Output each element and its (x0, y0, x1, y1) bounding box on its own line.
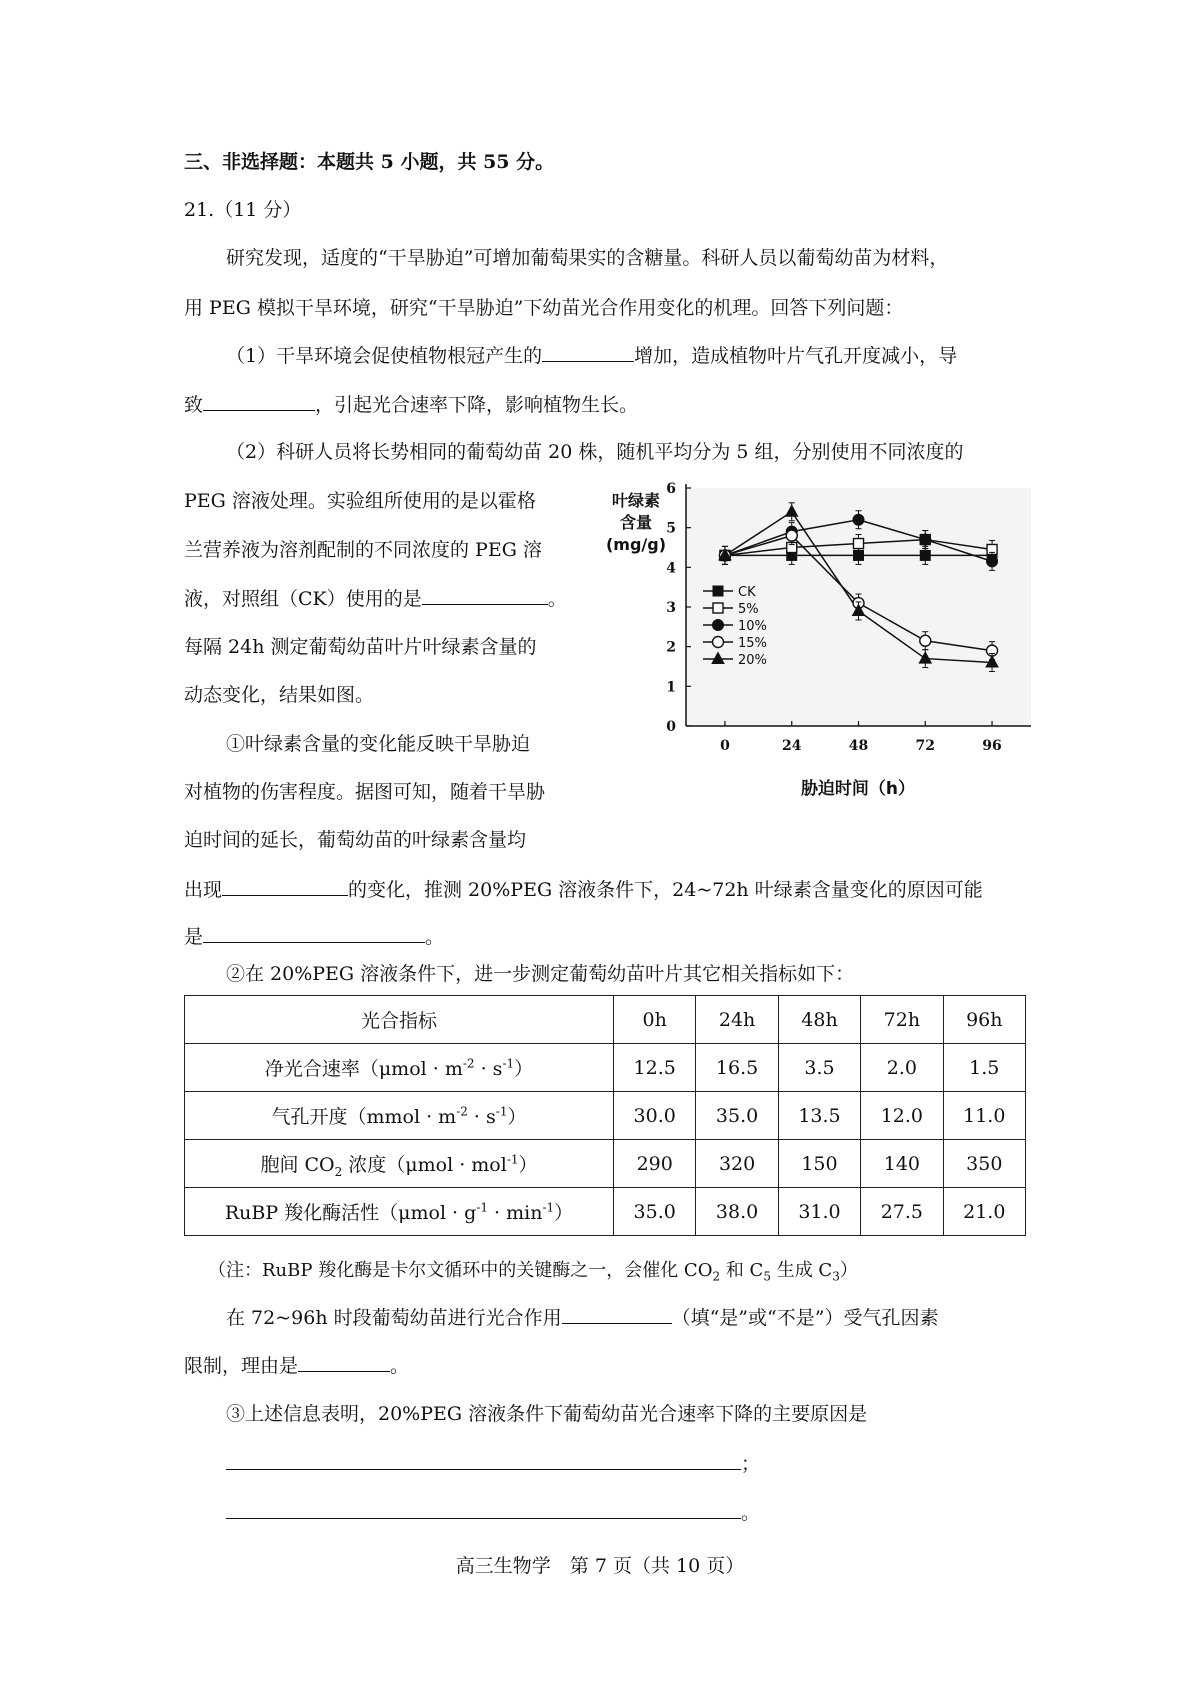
part2-line-1: （2）科研人员将长势相同的葡萄幼苗 20 株，随机平均分为 5 组，分别使用不同浓度的 (226, 441, 964, 463)
data-point (853, 514, 864, 525)
data-point (920, 635, 931, 646)
question-number: 21.（11 分） (184, 199, 302, 221)
table-cell: 150 (778, 1140, 860, 1188)
sub1-text-4a: 出现 (184, 879, 223, 901)
sub2-text-1a: 在 72~96h 时段葡萄幼苗进行光合作用 (226, 1307, 562, 1329)
x-tick-label: 72 (915, 738, 936, 754)
sub1-line-1: ①叶绿素含量的变化能反映干旱胁迫 (226, 733, 531, 755)
sub3-line-1: ③上述信息表明，20%PEG 溶液条件下葡萄幼苗光合速率下降的主要原因是 (226, 1403, 868, 1425)
table-cell: 290 (614, 1140, 696, 1188)
answer-blank-8[interactable] (226, 1449, 741, 1470)
sub3-line-2 (226, 1449, 760, 1478)
table-cell: 30.0 (614, 1092, 696, 1140)
data-point (920, 550, 930, 560)
part2-line-5: 每隔 24h 测定葡萄幼苗叶片叶绿素含量的 (184, 636, 537, 658)
sub1-text-5b: 。 (425, 926, 445, 948)
y-axis-label-line-2: 含量 (619, 513, 653, 532)
table-cell: 12.5 (614, 1044, 696, 1092)
table-header-cell: 0h (614, 996, 696, 1044)
table-row-label: 净光合速率$(\mu mol \cdot m^{-2} \cdot s^{-1})$ (185, 1044, 614, 1092)
intro-line-1: 研究发现，适度的“干旱胁迫”可增加葡萄果实的含糖量。科研人员以葡萄幼苗为材料， (226, 247, 949, 269)
answer-blank-1[interactable] (542, 341, 634, 362)
legend-marker (713, 603, 723, 613)
part2-line-6: 动态变化，结果如图。 (184, 684, 375, 706)
table-cell: 35.0 (696, 1092, 778, 1140)
part1-line-2 (184, 390, 638, 419)
y-axis-label (606, 491, 666, 554)
sub1-line-4 (184, 875, 983, 904)
table-row (185, 1188, 1026, 1236)
table-cell: 1.5 (943, 1044, 1025, 1092)
part2-line-2: PEG 溶液处理。实验组所使用的是以霍格 (184, 490, 536, 512)
answer-blank-6[interactable] (562, 1303, 672, 1324)
y-tick-label: 4 (666, 560, 676, 577)
sub2-text-2b: 。 (390, 1355, 410, 1377)
table-row (185, 1140, 1026, 1188)
legend-marker (713, 620, 724, 631)
data-point (920, 534, 931, 545)
table-header-cell: 24h (696, 996, 778, 1044)
table-cell: 2.0 (861, 1044, 943, 1092)
x-tick-label: 0 (720, 738, 730, 754)
answer-blank-9[interactable] (226, 1498, 741, 1519)
section-heading: 三、非选择题：本题共 5 小题，共 55 分。 (184, 151, 555, 173)
answer-blank-5[interactable] (203, 922, 425, 943)
y-axis-label-line-3: (mg/g) (605, 535, 667, 554)
table-cell: 27.5 (861, 1188, 943, 1236)
sub2-text-2a: 限制，理由是 (184, 1355, 299, 1377)
data-point (786, 530, 797, 541)
table-header-cell: 96h (943, 996, 1025, 1044)
x-tick-label: 24 (781, 738, 802, 754)
table-note: （注：RuBP 羧化酶是卡尔文循环中的关键酶之一，会催化 $CO_2$ 和 $C_5$ 生成 $C_3$） (208, 1260, 858, 1284)
x-tick-label: 48 (848, 738, 869, 754)
y-tick-label: 0 (666, 719, 676, 735)
part2-line-3: 兰营养液为溶剂配制的不同浓度的 PEG 溶 (184, 539, 542, 561)
table-header-cell: 72h (861, 996, 943, 1044)
table-header-row (185, 996, 1026, 1044)
table-header-cell: 光合指标 (185, 996, 614, 1044)
sub1-line-3: 迫时间的延长，葡萄幼苗的叶绿素含量均 (184, 829, 527, 851)
table-cell: 31.0 (778, 1188, 860, 1236)
table-cell: 140 (861, 1140, 943, 1188)
y-tick-label: 2 (666, 639, 676, 656)
table-cell: 16.5 (696, 1044, 778, 1092)
sub3-end-1: ； (741, 1453, 761, 1475)
table-row (185, 1044, 1026, 1092)
legend-label: CK (738, 585, 756, 600)
y-axis-label-line-1: 叶绿素 (611, 491, 661, 510)
table-cell: 38.0 (696, 1188, 778, 1236)
intro-line-2: 用 PEG 模拟干旱环境，研究“干旱胁迫”下幼苗光合作用变化的机理。回答下列问题： (184, 297, 904, 319)
table-cell: 3.5 (778, 1044, 860, 1092)
table-row-label: 气孔开度（mmol · $m^{-2} \cdot s^{-1}$） (185, 1092, 614, 1140)
part1-text-a: （1）干旱环境会促使植物根冠产生的 (226, 345, 543, 367)
part1-text-d: ，引起光合速率下降，影响植物生长。 (315, 394, 639, 416)
sub1-text-5a: 是 (184, 926, 204, 948)
sub2-line-2 (184, 1351, 409, 1380)
legend-marker (713, 637, 724, 648)
legend-marker (713, 586, 723, 596)
table-cell: 12.0 (861, 1092, 943, 1140)
legend-label: 15% (738, 636, 767, 651)
table-cell: 13.5 (778, 1092, 860, 1140)
legend-label: 10% (738, 619, 767, 634)
table-header-cell: 48h (778, 996, 860, 1044)
sub2-text-1b: （填“是”或“不是”）受气孔因素 (671, 1307, 939, 1329)
part2-text-4a: 液，对照组（CK）使用的是 (184, 588, 422, 610)
answer-blank-3[interactable] (422, 584, 548, 605)
data-point (987, 556, 998, 567)
part2-text-4b: 。 (547, 588, 567, 610)
x-axis-label: 胁迫时间（h） (800, 779, 916, 799)
sub1-line-2: 对植物的伤害程度。据图可知，随着干旱胁 (184, 781, 546, 803)
sub1-line-5 (184, 922, 444, 951)
photosynthesis-table (184, 995, 1026, 1236)
sub1-text-4b: 的变化，推测 20%PEG 溶液条件下，24~72h 叶绿素含量变化的原因可能 (348, 879, 983, 901)
table-row-label: RuBP 羧化酶活性$(\mu mol \cdot g^{-1} \cdot \min^{-1})$ (185, 1188, 614, 1236)
sub2-intro: ②在 20%PEG 溶液条件下，进一步测定葡萄幼苗叶片其它相关指标如下： (226, 963, 855, 985)
sub3-end-2: 。 (741, 1502, 761, 1524)
y-tick-label: 3 (666, 600, 676, 616)
table-cell: 320 (696, 1140, 778, 1188)
data-point (854, 539, 864, 549)
part1-text-c: 致 (184, 394, 204, 416)
table-row-label: 胞间 $CO_2$ 浓度（μmol · mol$^{-1}$） (185, 1140, 614, 1188)
y-tick-label: 5 (666, 520, 676, 537)
answer-blank-4[interactable] (222, 875, 348, 896)
page-footer: 高三生物学 第 7 页（共 10 页） (455, 1555, 745, 1577)
y-tick-label: 6 (666, 481, 676, 497)
answer-blank-7[interactable] (298, 1351, 390, 1372)
chlorophyll-chart (596, 476, 1046, 806)
table-cell: 21.0 (943, 1188, 1025, 1236)
legend-label: 20% (738, 653, 767, 668)
part1-line-1 (226, 341, 957, 370)
sub3-line-3 (226, 1498, 760, 1527)
x-tick-label: 96 (982, 738, 1002, 754)
table-cell: 350 (943, 1140, 1025, 1188)
part1-text-b: 增加，造成植物叶片气孔开度减小，导 (634, 345, 958, 367)
answer-blank-2[interactable] (203, 390, 315, 411)
table-cell: 11.0 (943, 1092, 1025, 1140)
table-cell: 35.0 (614, 1188, 696, 1236)
table-row (185, 1092, 1026, 1140)
part2-line-4 (184, 584, 567, 613)
legend-label: 5% (738, 602, 759, 617)
y-tick-label: 1 (666, 679, 676, 696)
sub2-line-1 (226, 1303, 938, 1332)
